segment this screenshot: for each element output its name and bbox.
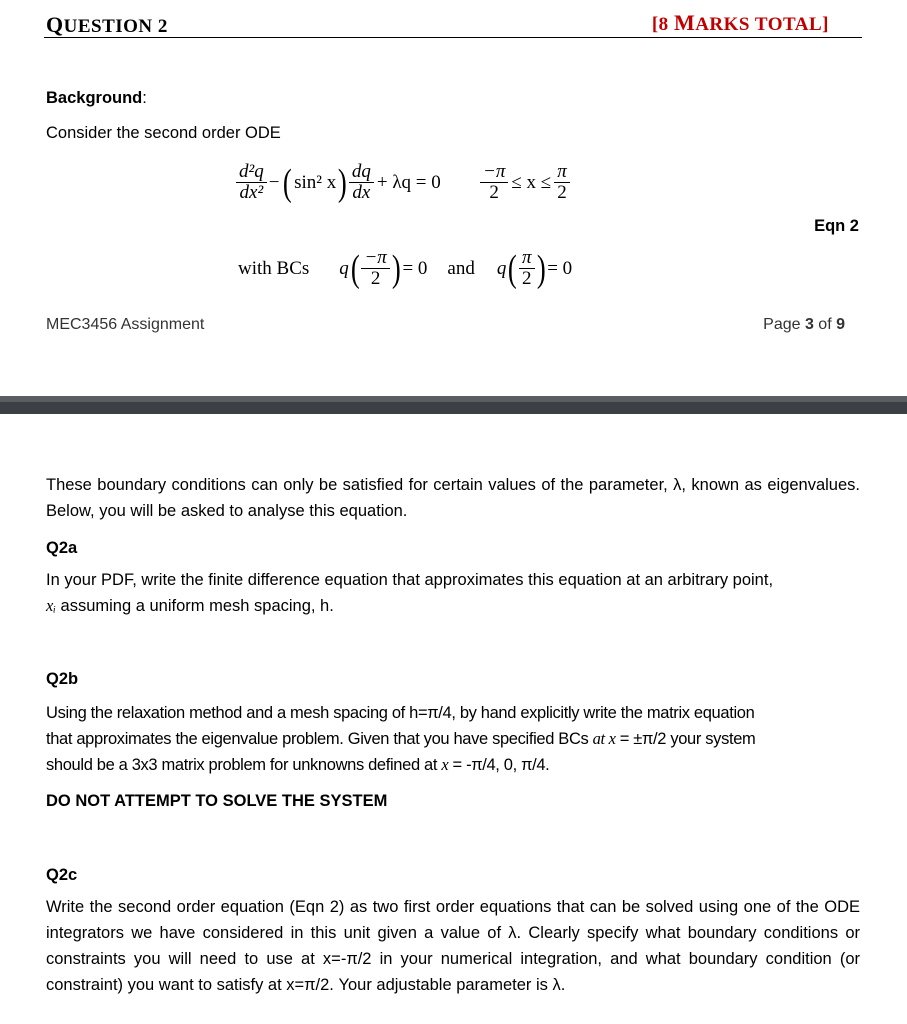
bc1-q: q: [339, 257, 349, 279]
ode-equation: [236, 162, 441, 203]
range-left-denominator: 2: [489, 182, 499, 203]
range-left-fraction: [480, 162, 508, 203]
q2b-line2c: = ±π/2 your system: [615, 730, 756, 748]
range-inequality: ≤ x ≤: [511, 171, 552, 193]
q2b-line1: Using the relaxation method and a mesh spacing of h=π/4, by hand explicitly write the matrix equation: [46, 704, 755, 722]
background-heading-text: Background: [46, 89, 143, 107]
marks-open: [8: [651, 14, 674, 35]
q2b-warning: DO NOT ATTEMPT TO SOLVE THE SYSTEM: [46, 792, 388, 810]
bc1-fraction: [361, 248, 389, 289]
q2a-xi: xᵢ: [46, 596, 56, 615]
bcs-label: with BCs: [238, 257, 310, 279]
q2a-text-line2: assuming a uniform mesh spacing, h.: [55, 597, 334, 615]
page-of: of: [813, 316, 837, 333]
q2b-line2a: that approximates the eigenvalue problem. Given that you have specified BCs: [46, 730, 593, 748]
page-total: 9: [836, 316, 845, 333]
bc1-equals: = 0: [402, 257, 428, 279]
q2c-text: Write the second order equation (Eqn 2) as two first order equations that can be solved using one of the ODE integrators we have considered in this unit given a value of λ. Clearly specify what boundary conditions or constraints you will need to use at x=-π/2 in your numerical integration, and what boundary condition (or constraint) you want to satisfy at x=π/2. Your adjustable parameter is λ.: [46, 898, 860, 994]
bc2-numerator: π: [519, 248, 535, 269]
q2a-title: Q2a: [46, 539, 78, 557]
bc2-fraction: [519, 248, 535, 289]
marks-total: [652, 10, 829, 36]
close-paren: ): [338, 161, 347, 204]
q2a-text: [46, 567, 862, 619]
q2b-line3a: should be a 3x3 matrix problem for unknowns defined at: [46, 756, 442, 774]
q2b-line3c: = -π/4, 0, π/4.: [448, 756, 550, 774]
q2b-line2b: at x: [592, 729, 616, 748]
range-right-numerator: π: [554, 162, 570, 183]
bc2-denominator: 2: [522, 268, 532, 289]
q2b-title: Q2b: [46, 670, 79, 688]
marks-initial: M: [673, 10, 696, 35]
lambda-term: + λq = 0: [376, 171, 441, 193]
minus-sign: −: [268, 171, 280, 193]
bc2-equals: = 0: [547, 257, 573, 279]
boundary-conditions: [238, 248, 572, 289]
q2b-line3b: x: [441, 755, 449, 774]
q2c-title: Q2c: [46, 866, 78, 884]
question-title: [46, 12, 168, 38]
bc2-close-paren: ): [536, 247, 546, 290]
page-current: 3: [804, 316, 814, 333]
bc1-numerator: −π: [361, 248, 389, 269]
bc2-q: q: [496, 257, 507, 279]
footer-page-number: [763, 316, 845, 334]
dq-dx-fraction: [349, 162, 374, 203]
question-title-rest: UESTION 2: [63, 16, 168, 37]
bc1-denominator: 2: [370, 268, 381, 289]
footer-course: MEC3456 Assignment: [46, 316, 205, 333]
and-word: and: [447, 257, 475, 279]
eigenvalue-paragraph: These boundary conditions can only be satisfied for certain values of the parameter, λ, known as eigenvalues. Below, you will be asked to analyse this equation.: [46, 476, 860, 520]
q2a-text-line1: In your PDF, write the finite difference equation that approximates this equation at an arbitrary point,: [46, 571, 774, 589]
range-right-denominator: 2: [557, 182, 567, 203]
range-right-fraction: [554, 162, 570, 203]
bc2-open-paren: (: [508, 247, 518, 290]
d2q-denominator: dx²: [239, 182, 264, 203]
bc1-open-paren: (: [350, 247, 360, 290]
background-intro: Consider the second order ODE: [46, 124, 281, 142]
marks-rest: ARKS TOTAL]: [695, 14, 829, 35]
sin-term: sin² x: [294, 171, 337, 193]
dq-denominator: dx: [352, 182, 371, 203]
page-prefix: Page: [763, 316, 805, 333]
header-rule: [44, 37, 862, 38]
background-colon: :: [142, 89, 147, 107]
open-paren: (: [283, 161, 293, 204]
background-heading: [46, 85, 147, 111]
equation-label: Eqn 2: [814, 217, 859, 235]
d2q-numerator: d²q: [236, 162, 267, 183]
d2q-dx2-fraction: [236, 162, 267, 203]
domain-range: [480, 162, 570, 203]
bc1-close-paren: ): [391, 247, 401, 290]
range-left-numerator: −π: [480, 162, 508, 183]
dq-numerator: dq: [349, 162, 374, 183]
question-title-initial: Q: [46, 12, 64, 37]
page-break-band: [0, 402, 907, 414]
q2b-text: [46, 700, 862, 778]
